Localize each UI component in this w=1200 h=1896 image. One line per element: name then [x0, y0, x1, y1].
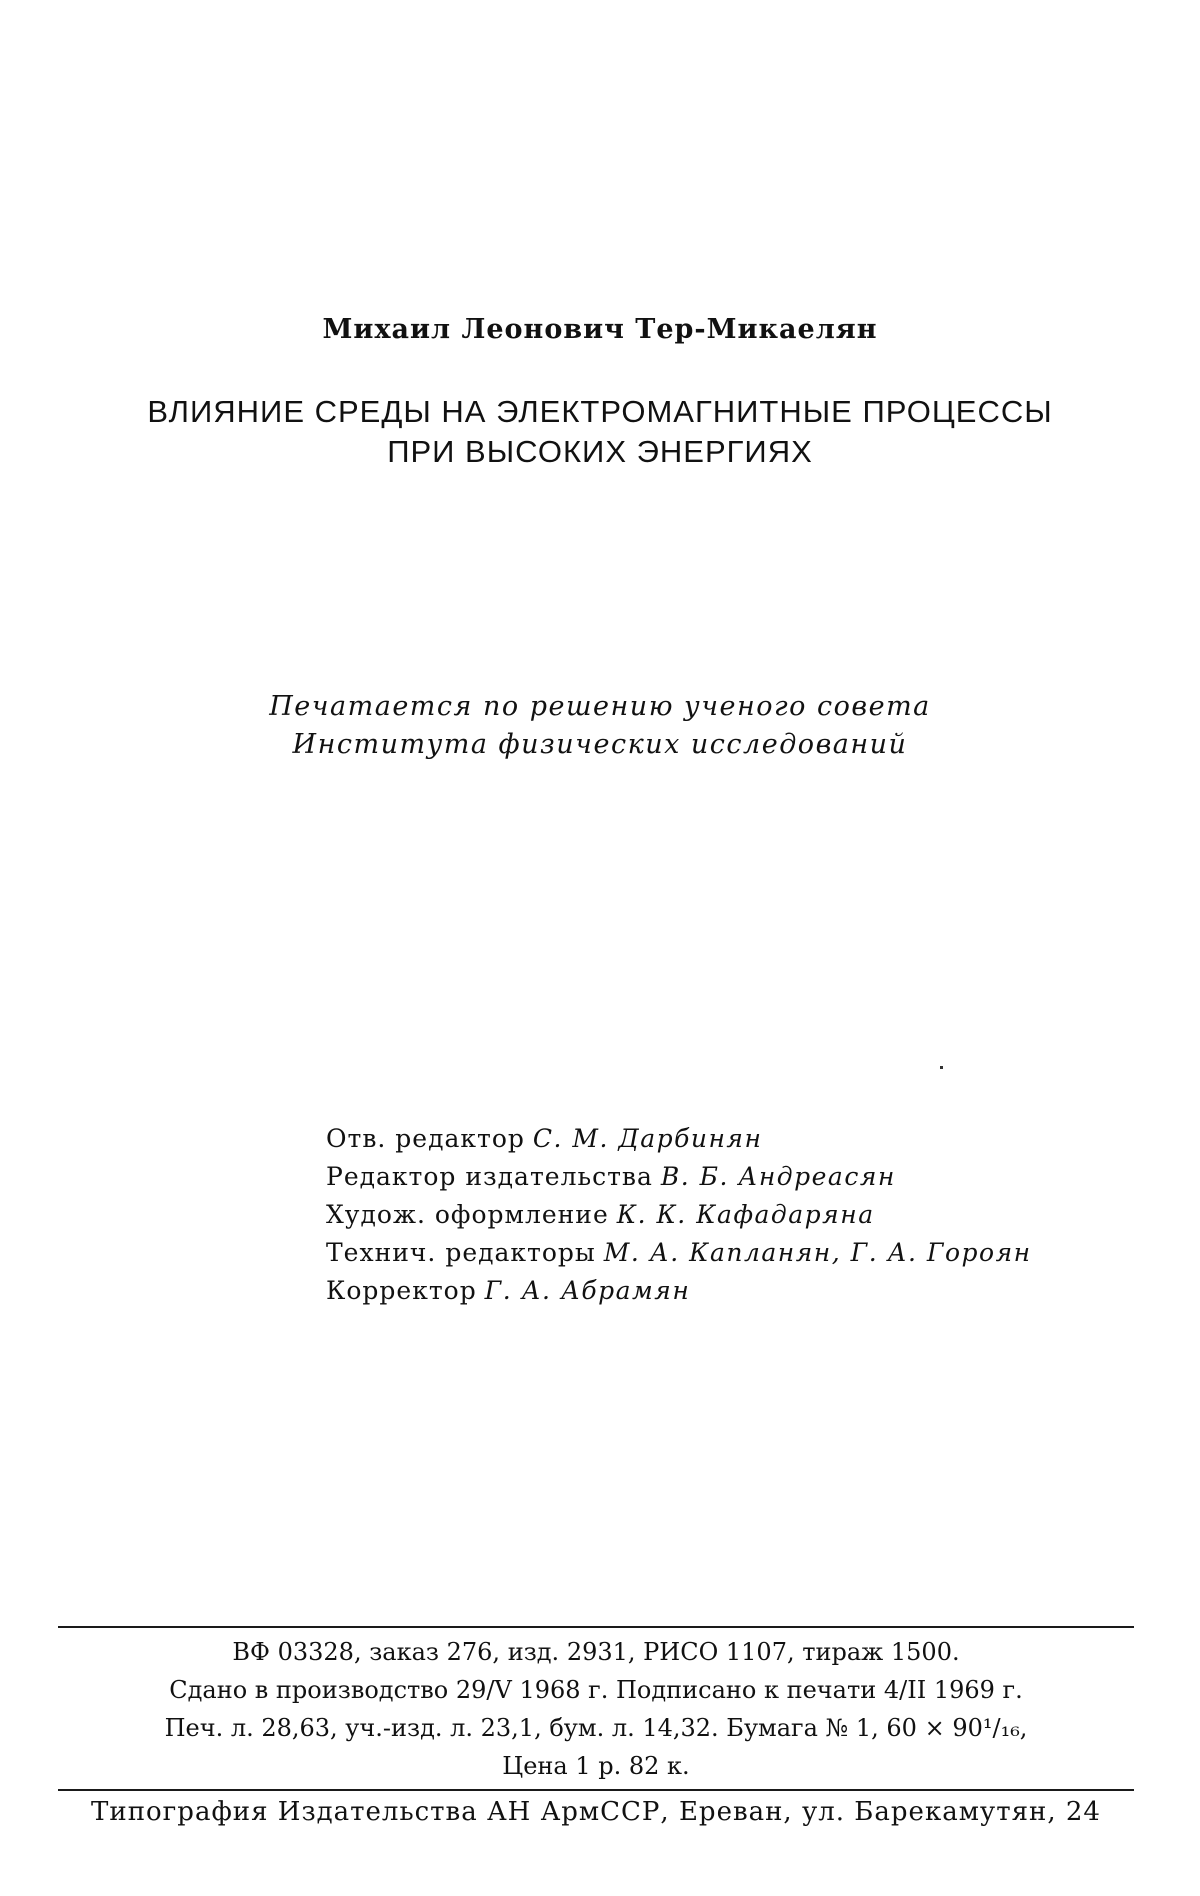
colophon-top-rule [58, 1626, 1134, 1628]
credit-name: К. К. Кафадаряна [616, 1200, 875, 1229]
credit-role: Отв. редактор [326, 1124, 525, 1153]
credit-line-proofreader [326, 1272, 1032, 1310]
credit-name: Г. А. Абрамян [484, 1276, 691, 1305]
colophon-price: Цена 1 р. 82 к. [502, 1752, 690, 1780]
credit-name: В. Б. Андреасян [660, 1162, 896, 1191]
credit-role: Технич. редакторы [326, 1238, 596, 1267]
credit-role: Редактор издательства [326, 1162, 653, 1191]
colophon-bottom-rule [58, 1789, 1134, 1791]
editorial-credits [326, 1120, 1032, 1310]
credit-name: С. М. Дарбинян [532, 1124, 763, 1153]
book-title-line-2: ПРИ ВЫСОКИХ ЭНЕРГИЯХ [387, 434, 813, 469]
colophon-line-1: ВФ 03328, заказ 276, изд. 2931, РИСО 1107, тираж 1500. [232, 1638, 960, 1666]
imprimatur-line-2: Института физических исследований [292, 729, 908, 760]
imprimatur-note [0, 688, 1200, 764]
credit-line-publisher-editor [326, 1158, 1032, 1196]
print-speck [940, 1066, 943, 1069]
credit-role: Корректор [326, 1276, 477, 1305]
imprimatur-line-1: Печатается по решению ученого совета [269, 691, 931, 722]
credit-line-chief-editor [326, 1120, 1032, 1158]
author-name: Михаил Леонович Тер-Микаелян [322, 314, 878, 345]
credit-line-artist [326, 1196, 1032, 1234]
printer-imprint: Типография Издательства АН АрмССР, Ереван, ул. Барекамутян, 24 [91, 1797, 1101, 1827]
credit-role: Худож. оформление [326, 1200, 609, 1229]
credit-name: М. А. Капланян, Г. А. Гороян [603, 1238, 1032, 1267]
colophon [58, 1633, 1134, 1785]
colophon-line-2: Сдано в производство 29/V 1968 г. Подписано к печати 4/II 1969 г. [169, 1676, 1023, 1704]
colophon-line-3: Печ. л. 28,63, уч.-изд. л. 23,1, бум. л. 14,32. Бумага № 1, 60 × 90¹/₁₆, [164, 1714, 1028, 1742]
book-title [0, 392, 1200, 472]
credit-line-technical-editors [326, 1234, 1032, 1272]
book-title-line-1: ВЛИЯНИЕ СРЕДЫ НА ЭЛЕКТРОМАГНИТНЫЕ ПРОЦЕССЫ [147, 394, 1053, 429]
